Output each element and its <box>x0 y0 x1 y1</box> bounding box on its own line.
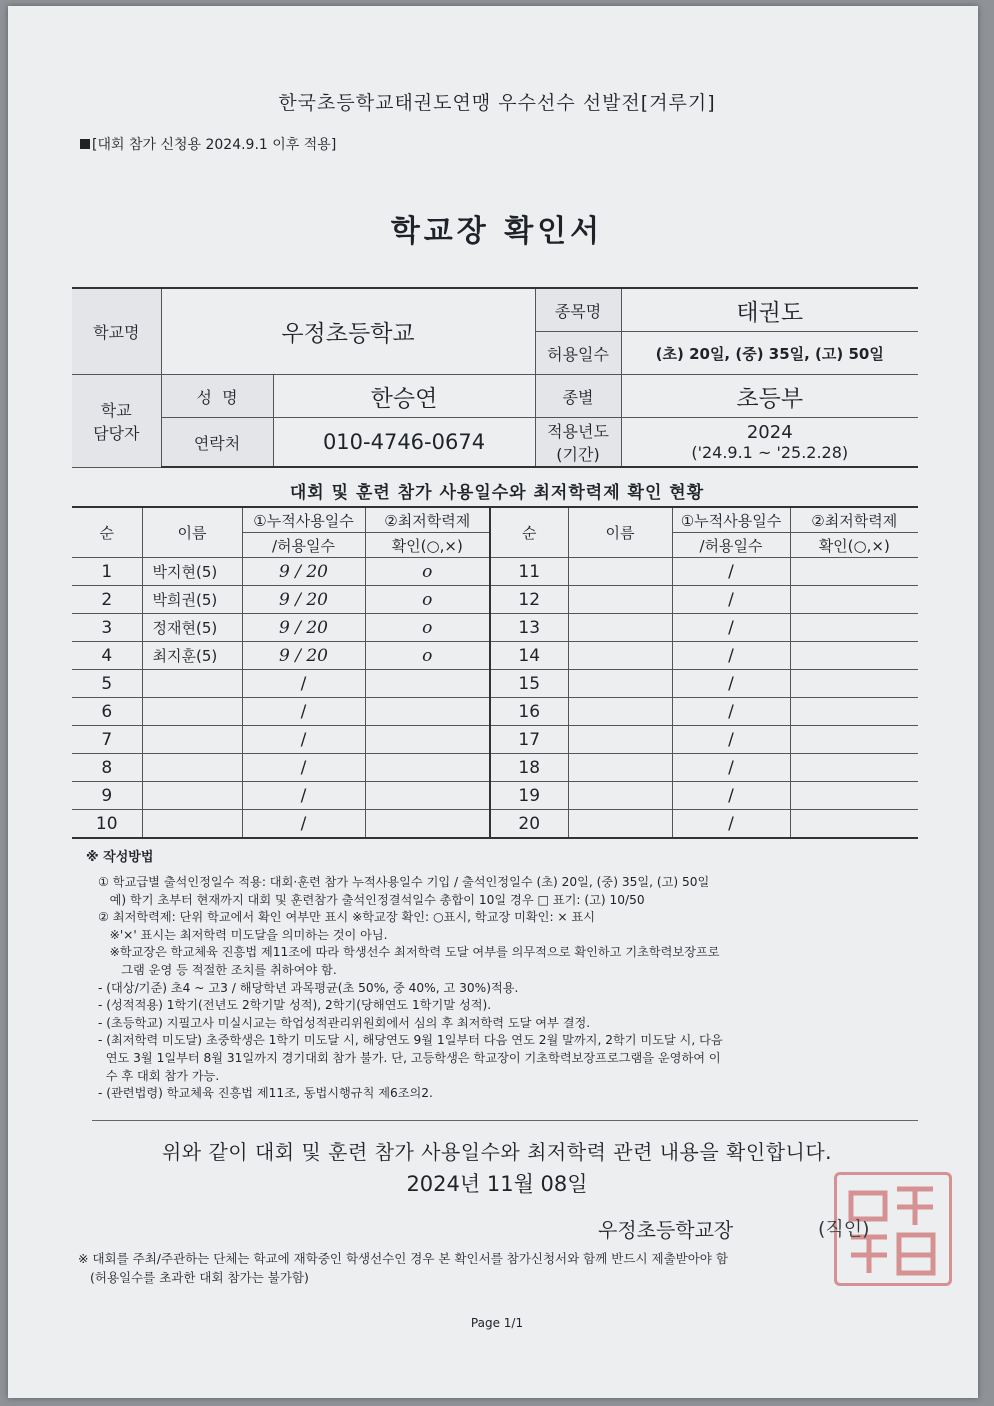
used-days: / <box>242 698 365 726</box>
school-label: 학교명 <box>72 288 161 375</box>
table-row <box>72 642 918 670</box>
row-number-right: 18 <box>490 754 568 782</box>
col-no: 순 <box>72 507 142 558</box>
row-number: 6 <box>72 698 142 726</box>
table-row <box>72 782 918 810</box>
used-days-right: / <box>672 726 790 754</box>
row-number-right: 13 <box>490 614 568 642</box>
row-number-right: 15 <box>490 670 568 698</box>
row-number: 2 <box>72 586 142 614</box>
method-line: 그램 운영 등 적절한 조치를 취하여야 함. <box>98 962 337 977</box>
col-name: 이름 <box>142 507 242 558</box>
row-number-right: 17 <box>490 726 568 754</box>
participant-name <box>142 698 242 726</box>
participant-name-right <box>568 558 672 586</box>
info-table <box>72 287 918 468</box>
academic-check-right <box>790 670 918 698</box>
used-days: 9 / 20 <box>242 614 365 642</box>
academic-check-right <box>790 754 918 782</box>
row-number: 1 <box>72 558 142 586</box>
row-number: 10 <box>72 810 142 839</box>
method-line: 연도 3월 1일부터 8월 31일까지 경기대회 참가 불가. 단, 고등학생은 학교장이 기초학력보장프로그램을 운영하여 이 <box>98 1050 721 1065</box>
year-label <box>535 418 621 468</box>
academic-check-right <box>790 726 918 754</box>
principal-name: 우정초등학교장 <box>598 1218 734 1242</box>
row-number: 8 <box>72 754 142 782</box>
row-number: 4 <box>72 642 142 670</box>
col-days-line-2: /허용일수 <box>242 533 365 558</box>
event-value: 태권도 <box>621 288 918 332</box>
used-days: / <box>242 754 365 782</box>
academic-check <box>365 670 490 698</box>
used-days-right: / <box>672 754 790 782</box>
table-row <box>72 726 918 754</box>
section-title: 대회 및 훈련 참가 사용일수와 최저학력제 확인 현황 <box>289 483 705 503</box>
participant-name-right <box>568 754 672 782</box>
table-row <box>72 754 918 782</box>
school-value: 우정초등학교 <box>161 288 535 375</box>
academic-check-right <box>790 586 918 614</box>
academic-check-right <box>790 810 918 839</box>
row-number-right: 19 <box>490 782 568 810</box>
division-value: 초등부 <box>621 375 918 418</box>
academic-check-right <box>790 558 918 586</box>
used-days: 9 / 20 <box>242 558 365 586</box>
row-number-right: 11 <box>490 558 568 586</box>
seal-label: (직인) <box>818 1218 870 1240</box>
used-days: / <box>242 726 365 754</box>
participant-name: 최지훈(5) <box>142 642 242 670</box>
year-period: ('24.9.1 ~ '25.2.28) <box>691 443 849 462</box>
col-no-right: 순 <box>490 507 568 558</box>
academic-check-right <box>790 642 918 670</box>
manager-label-line-2: 담당자 <box>93 423 140 443</box>
method-line: - (성적적용) 1학기(전년도 2학기말 성적), 2학기(당해연도 1학기말 성적). <box>98 998 492 1013</box>
academic-check <box>365 810 490 839</box>
participant-name: 박희권(5) <box>142 586 242 614</box>
method-line: - (초등학교) 지필고사 미실시교는 학업성적관리위원회에서 심의 후 최저학력 도달 여부 결정. <box>98 1015 591 1030</box>
participant-name-right <box>568 782 672 810</box>
academic-check: o <box>365 586 490 614</box>
event-label: 종목명 <box>535 288 621 332</box>
col-days-right-line-2: /허용일수 <box>672 533 790 558</box>
academic-check-right <box>790 614 918 642</box>
table-row <box>72 670 918 698</box>
col-acad-right-line-1: ②최저학력제 <box>790 507 918 533</box>
row-number: 3 <box>72 614 142 642</box>
contact-value: 010-4746-0674 <box>273 418 535 468</box>
academic-check-right <box>790 698 918 726</box>
footnote-limit: (허용일수를 초과한 대회 참가는 불가함) <box>90 1270 309 1285</box>
participant-rows <box>72 558 918 839</box>
academic-check <box>365 782 490 810</box>
manager-name-value: 한승연 <box>273 375 535 418</box>
allowed-days-value: (초) 20일, (중) 35일, (고) 50일 <box>621 332 918 375</box>
used-days: 9 / 20 <box>242 642 365 670</box>
used-days-right: / <box>672 810 790 839</box>
used-days: / <box>242 782 365 810</box>
table-row <box>72 810 918 839</box>
method-line: ② 최저학력제: 단위 학교에서 확인 여부만 표시 ※학교장 확인: ○표시, 학교장 미확인: × 표시 <box>98 910 596 925</box>
method-line: ※'×' 표시는 최저학력 미도달을 의미하는 것이 아님. <box>98 927 388 942</box>
method-line: ※학교장은 학교체육 진흥법 제11조에 따라 학생선수 최저학력 도달 여부를 의무적으로 확인하고 기초학력보장프로 <box>98 945 720 960</box>
document-title: 학교장 확인서 <box>390 214 604 249</box>
col-days-line-1: ①누적사용일수 <box>242 507 365 533</box>
row-number: 7 <box>72 726 142 754</box>
table-row <box>72 558 918 586</box>
academic-check: o <box>365 614 490 642</box>
table-row <box>72 698 918 726</box>
academic-check: o <box>365 558 490 586</box>
used-days-right: / <box>672 698 790 726</box>
participant-name <box>142 726 242 754</box>
academic-check <box>365 698 490 726</box>
participant-name-right <box>568 586 672 614</box>
used-days-right: / <box>672 670 790 698</box>
used-days: / <box>242 670 365 698</box>
used-days-right: / <box>672 614 790 642</box>
academic-check <box>365 726 490 754</box>
col-name-right: 이름 <box>568 507 672 558</box>
row-number: 9 <box>72 782 142 810</box>
used-days-right: / <box>672 782 790 810</box>
academic-check <box>365 754 490 782</box>
page-number: Page 1/1 <box>470 1316 524 1330</box>
participant-name: 박지현(5) <box>142 558 242 586</box>
method-title: ※ 작성방법 <box>86 850 154 865</box>
participant-name <box>142 754 242 782</box>
method-line: 예) 학기 초부터 현재까지 대회 및 훈련참가 출석인정결석일수 총합이 10일 경우 □ 표기: (고) 10/50 <box>98 892 645 907</box>
row-number-right: 20 <box>490 810 568 839</box>
method-line: 수 후 대회 참가 가능. <box>98 1068 220 1083</box>
col-acad-line-1: ②최저학력제 <box>365 507 490 533</box>
participant-name-right <box>568 698 672 726</box>
participant-table <box>72 506 918 839</box>
row-number-right: 12 <box>490 586 568 614</box>
used-days-right: / <box>672 586 790 614</box>
division-label: 종별 <box>535 375 621 418</box>
participant-name-right <box>568 614 672 642</box>
contact-label: 연락처 <box>161 418 273 468</box>
participant-name <box>142 810 242 839</box>
year-label-line-1: 적용년도 <box>547 422 609 441</box>
col-acad-line-2: 확인(○,×) <box>365 533 490 558</box>
footnote-requirement: ※ 대회를 주최/주관하는 단체는 학교에 재학중인 학생선수인 경우 본 확인서를 참가신청서와 함께 반드시 제출받아야 함 <box>78 1251 728 1266</box>
used-days-right: / <box>672 558 790 586</box>
participant-name: 정재현(5) <box>142 614 242 642</box>
org-title: 한국초등학교태권도연맹 우수선수 선발전[겨루기] <box>278 92 716 114</box>
row-number-right: 14 <box>490 642 568 670</box>
academic-check: o <box>365 642 490 670</box>
participant-name <box>142 782 242 810</box>
method-line: - (대상/기준) 초4 ~ 고3 / 해당학년 과목평균(초 50%, 중 40%, 고 30%)적용. <box>98 980 519 995</box>
allowed-days-label: 허용일수 <box>535 332 621 375</box>
method-line: - (최저학력 미도달) 초중학생은 1학기 미도달 시, 해당연도 9월 1일부터 다음 연도 2월 말까지, 2학기 미도달 시, 다음 <box>98 1033 723 1048</box>
manager-label-line-1: 학교 <box>100 400 132 420</box>
year-value: 2024 <box>746 422 793 443</box>
square-bullet-icon <box>80 139 90 149</box>
used-days: / <box>242 810 365 839</box>
method-line: - (관련법령) 학교체육 진흥법 제11조, 동법시행규칙 제6조의2. <box>98 1086 433 1101</box>
used-days: 9 / 20 <box>242 586 365 614</box>
academic-check-right <box>790 782 918 810</box>
divider <box>92 1120 918 1121</box>
col-days-right-line-1: ①누적사용일수 <box>672 507 790 533</box>
participant-name-right <box>568 642 672 670</box>
row-number-right: 16 <box>490 698 568 726</box>
year-label-line-2: (기간) <box>556 445 600 464</box>
confirmation-statement: 위와 같이 대회 및 훈련 참가 사용일수와 최저학력 관련 내용을 확인합니다. <box>161 1140 833 1164</box>
notice-text: [대회 참가 신청용 2024.9.1 이후 적용] <box>92 137 337 153</box>
table-row <box>72 586 918 614</box>
manager-label <box>72 375 161 468</box>
issue-date: 2024년 11월 08일 <box>406 1172 588 1196</box>
row-number: 5 <box>72 670 142 698</box>
participant-name <box>142 670 242 698</box>
name-label: 성 명 <box>161 375 273 418</box>
col-acad-right-line-2: 확인(○,×) <box>790 533 918 558</box>
method-line: ① 학교급별 출석인정일수 적용: 대회·훈련 참가 누적사용일수 기입 / 출석인정일수 (초) 20일, (중) 35일, (고) 50일 <box>98 875 710 889</box>
used-days-right: / <box>672 642 790 670</box>
participant-name-right <box>568 726 672 754</box>
participant-name-right <box>568 810 672 839</box>
application-notice <box>80 134 336 154</box>
method-text <box>98 874 878 1103</box>
participant-name-right <box>568 670 672 698</box>
year-cell <box>621 418 918 468</box>
table-row <box>72 614 918 642</box>
